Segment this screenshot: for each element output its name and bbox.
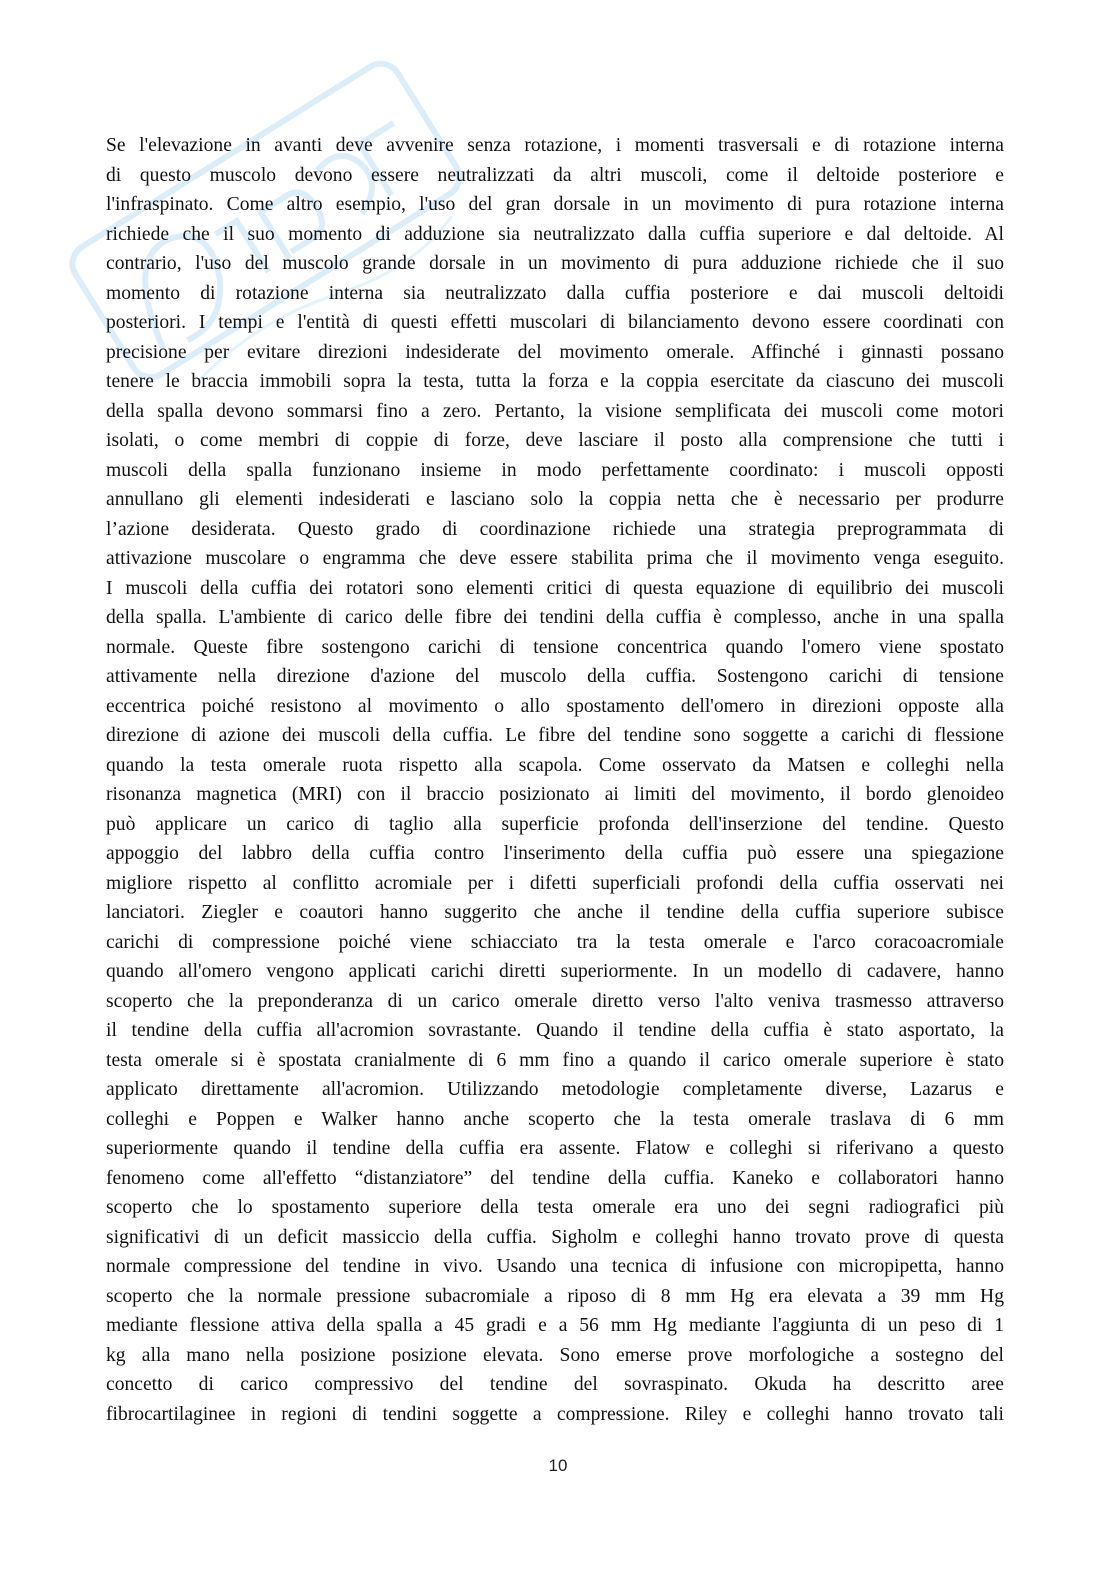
body-line: scoperto che lo spostamento superiore della testa omerale era uno dei segni radiografici più bbox=[106, 1197, 1004, 1218]
body-line: fenomeno come all'effetto “distanziatore” del tendine della cuffia. Kaneko e collaboratori hanno bbox=[106, 1167, 1004, 1189]
page-number: 10 bbox=[548, 1456, 568, 1475]
body-line: eccentrica poiché resistono al movimento o allo spostamento dell'omero in direzioni opposte alla bbox=[106, 695, 1004, 717]
body-line: annullano gli elementi indesiderati e lasciano solo la coppia netta che è necessario per produrre bbox=[106, 489, 1004, 510]
body-line: direzione di azione dei muscoli della cuffia. Le fibre del tendine sono soggette a carichi di flessione bbox=[106, 725, 1004, 746]
body-line: precisione per evitare direzioni indesiderate del movimento omerale. Affinché i ginnasti possano bbox=[106, 341, 1004, 363]
body-line: può applicare un carico di taglio alla superficie profonda dell'inserzione del tendine. Questo bbox=[106, 813, 1004, 835]
body-line: normale compressione del tendine in vivo. Usando una tecnica di infusione con micropipetta, hanno bbox=[106, 1256, 1004, 1277]
body-line: isolati, o come membri di coppie di forze, deve lasciare il posto alla comprensione che tutti i bbox=[106, 430, 1004, 451]
body-line: carichi di compressione poiché viene schiacciato tra la testa omerale e l'arco coracoacromiale bbox=[106, 931, 1004, 953]
body-line: di questo muscolo devono essere neutralizzati da altri muscoli, come il deltoide posteriore e bbox=[106, 164, 1004, 186]
body-line: l'infraspinato. Come altro esempio, l'uso del gran dorsale in un movimento di pura rotazione interna bbox=[106, 194, 1004, 215]
body-line: muscoli della spalla funzionano insieme in modo perfettamente coordinato: i muscoli opposti bbox=[106, 459, 1004, 481]
body-line: testa omerale si è spostata cranialmente di 6 mm fino a quando il carico omerale superiore è stato bbox=[106, 1049, 1004, 1071]
body-line: richiede che il suo momento di adduzione sia neutralizzato dalla cuffia superiore e dal deltoide. Al bbox=[106, 223, 1004, 245]
body-line: significativi di un deficit massiccio della cuffia. Sigholm e colleghi hanno trovato prove di questa bbox=[106, 1226, 1004, 1248]
body-line: posteriori. I tempi e l'entità di questi effetti muscolari di bilanciamento devono essere coordinati con bbox=[106, 312, 1004, 333]
body-line: momento di rotazione interna sia neutralizzato dalla cuffia posteriore e dai muscoli deltoidi bbox=[106, 282, 1004, 304]
body-line: Se l'elevazione in avanti deve avvenire senza rotazione, i momenti trasversali e di rotazione interna bbox=[106, 135, 1004, 156]
body-line: scoperto che la normale pressione subacromiale a riposo di 8 mm Hg era elevata a 39 mm Hg bbox=[106, 1285, 1004, 1307]
body-line: l’azione desiderata. Questo grado di coordinazione richiede una strategia preprogrammata di bbox=[106, 518, 1004, 540]
body-line: I muscoli della cuffia dei rotatori sono elementi critici di questa equazione di equilibrio dei muscoli bbox=[106, 577, 1004, 599]
body-line: migliore rispetto al conflitto acromiale per i difetti superficiali profondi della cuffia osservati nei bbox=[106, 872, 1004, 894]
body-line: il tendine della cuffia all'acromion sovrastante. Quando il tendine della cuffia è stato asportato, la bbox=[106, 1020, 1004, 1041]
body-line: quando all'omero vengono applicati carichi diretti superiormente. In un modello di cadavere, hanno bbox=[106, 961, 1004, 982]
body-line: mediante flessione attiva della spalla a 45 gradi e a 56 mm Hg mediante l'aggiunta di un peso di 1 bbox=[106, 1315, 1004, 1336]
body-line: quando la testa omerale ruota rispetto alla scapola. Come osservato da Matsen e colleghi nella bbox=[106, 754, 1004, 776]
body-line: colleghi e Poppen e Walker hanno anche scoperto che la testa omerale traslava di 6 mm bbox=[106, 1108, 1004, 1130]
body-line: scoperto che la preponderanza di un carico omerale diretto verso l'alto veniva trasmesso attraverso bbox=[106, 990, 1004, 1012]
body-line: applicato direttamente all'acromion. Utilizzando metodologie completamente diverse, Lazarus e bbox=[106, 1079, 1004, 1100]
body-line: normale. Queste fibre sostengono carichi di tensione concentrica quando l'omero viene spostato bbox=[106, 636, 1004, 658]
body-line: attivamente nella direzione d'azione del muscolo della cuffia. Sostengono carichi di tensione bbox=[106, 666, 1004, 687]
body-line: contrario, l'uso del muscolo grande dorsale in un movimento di pura adduzione richiede che il suo bbox=[106, 253, 1004, 274]
body-line: fibrocartilaginee in regioni di tendini soggette a compressione. Riley e colleghi hanno trovato tali bbox=[106, 1403, 1004, 1425]
body-line: della spalla. L'ambiente di carico delle fibre dei tendini della cuffia è complesso, anche in una spalla bbox=[106, 607, 1004, 628]
body-line: lanciatori. Ziegler e coautori hanno suggerito che anche il tendine della cuffia superiore subisce bbox=[106, 902, 1004, 923]
body-line: attivazione muscolare o engramma che deve essere stabilita prima che il movimento venga eseguito. bbox=[106, 548, 1004, 569]
page-body-text bbox=[106, 131, 1004, 1429]
body-line: appoggio del labbro della cuffia contro l'inserimento della cuffia può essere una spiegazione bbox=[106, 843, 1004, 864]
body-line: superiormente quando il tendine della cuffia era assente. Flatow e colleghi si riferivano a questo bbox=[106, 1138, 1004, 1159]
body-line: della spalla devono sommarsi fino a zero. Pertanto, la visione semplificata dei muscoli come motori bbox=[106, 400, 1004, 422]
body-line: tenere le braccia immobili sopra la testa, tutta la forza e la coppia esercitate da ciascuno dei muscoli bbox=[106, 371, 1004, 392]
body-line: risonanza magnetica (MRI) con il braccio posizionato ai limiti del movimento, il bordo glenoideo bbox=[106, 784, 1004, 805]
body-line: concetto di carico compressivo del tendine del sovraspinato. Okuda ha descritto aree bbox=[106, 1374, 1004, 1395]
body-line: kg alla mano nella posizione posizione elevata. Sono emerse prove morfologiche a sostegno del bbox=[106, 1344, 1004, 1366]
